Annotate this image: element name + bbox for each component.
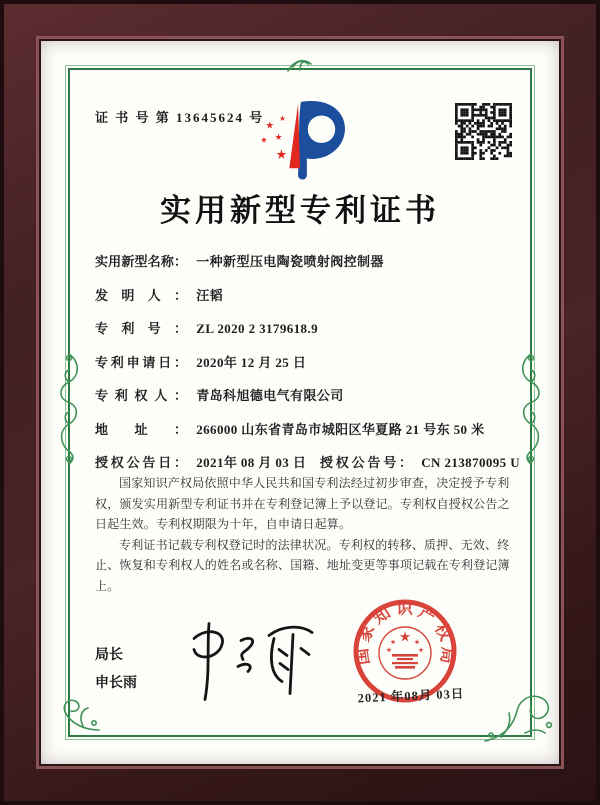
qr-code (455, 103, 512, 160)
field-row (95, 320, 515, 339)
field-label: 专利申请日： (95, 354, 187, 370)
field-row (95, 387, 515, 406)
cnipa-logo-icon (252, 99, 350, 181)
field-row (95, 354, 515, 373)
field-value: 汪韬 (196, 287, 224, 303)
field-label: 实用新型名称： (95, 254, 187, 269)
bottom-left-flourish-icon (55, 696, 103, 734)
field-list (95, 253, 521, 488)
field-row (95, 287, 515, 306)
top-center-flourish-icon (286, 54, 314, 74)
field-row (95, 421, 515, 440)
field-value: 2020年 12 月 25 日 (196, 354, 307, 370)
grant-date-label: 授权公告日： (95, 455, 187, 470)
legal-text (95, 473, 511, 597)
legal-paragraph-1: 国家知识产权局依照中华人民共和国专利法经过初步审查，决定授予专利权，颁发实用新型专利证书并在专利登记簿上予以登记。专利权自授权公告之日起生效。专利权期限为十年，自申请日起算。 (95, 476, 510, 532)
bottom-right-flourish-icon (481, 689, 557, 745)
officer-block (95, 642, 137, 698)
field-value: 青岛科旭德电气有限公司 (196, 388, 344, 403)
grant-row (95, 454, 521, 473)
officer-name: 申长雨 (95, 676, 137, 691)
signature-icon (179, 613, 329, 709)
field-value: 一种新型压电陶瓷喷射阀控制器 (196, 254, 384, 269)
field-row (95, 253, 515, 272)
field-value: ZL 2020 2 3179618.9 (196, 321, 318, 336)
svg-text:国家知识产权局: 国家知识产权局 (352, 598, 458, 667)
legal-paragraph-2: 专利证书记载专利权登记时的法律状况。专利权的转移、质押、无效、终止、恢复和专利权人的姓名或名称、国籍、地址变更等事项记载在专利登记簿上。 (95, 537, 510, 593)
grant-date-value: 2021年 08 月 03 日 (196, 455, 307, 470)
officer-title: 局长 (95, 648, 123, 663)
national-emblem-icon (379, 627, 431, 679)
right-scroll-flourish-icon (515, 352, 547, 466)
certificate-page (41, 41, 559, 764)
field-label: 专利号： (95, 321, 187, 336)
grant-number-label: 授权公告号： (320, 455, 412, 470)
certificate-number: 证 书 号 第 13645624 号 (95, 110, 265, 125)
left-scroll-flourish-icon (53, 352, 85, 466)
field-value: 266000 山东省青岛市城阳区华夏路 21 号东 50 米 (196, 421, 485, 437)
certificate-title: 实用新型专利证书 (160, 193, 440, 228)
field-label: 地址： (95, 421, 187, 437)
field-label: 专利权人： (95, 388, 187, 403)
field-label: 发明人： (95, 287, 187, 303)
seal-date: 2021 年08月 03日 (357, 686, 465, 706)
grant-number-value: CN 213870095 U (421, 455, 521, 470)
grant-number-group (320, 454, 520, 473)
